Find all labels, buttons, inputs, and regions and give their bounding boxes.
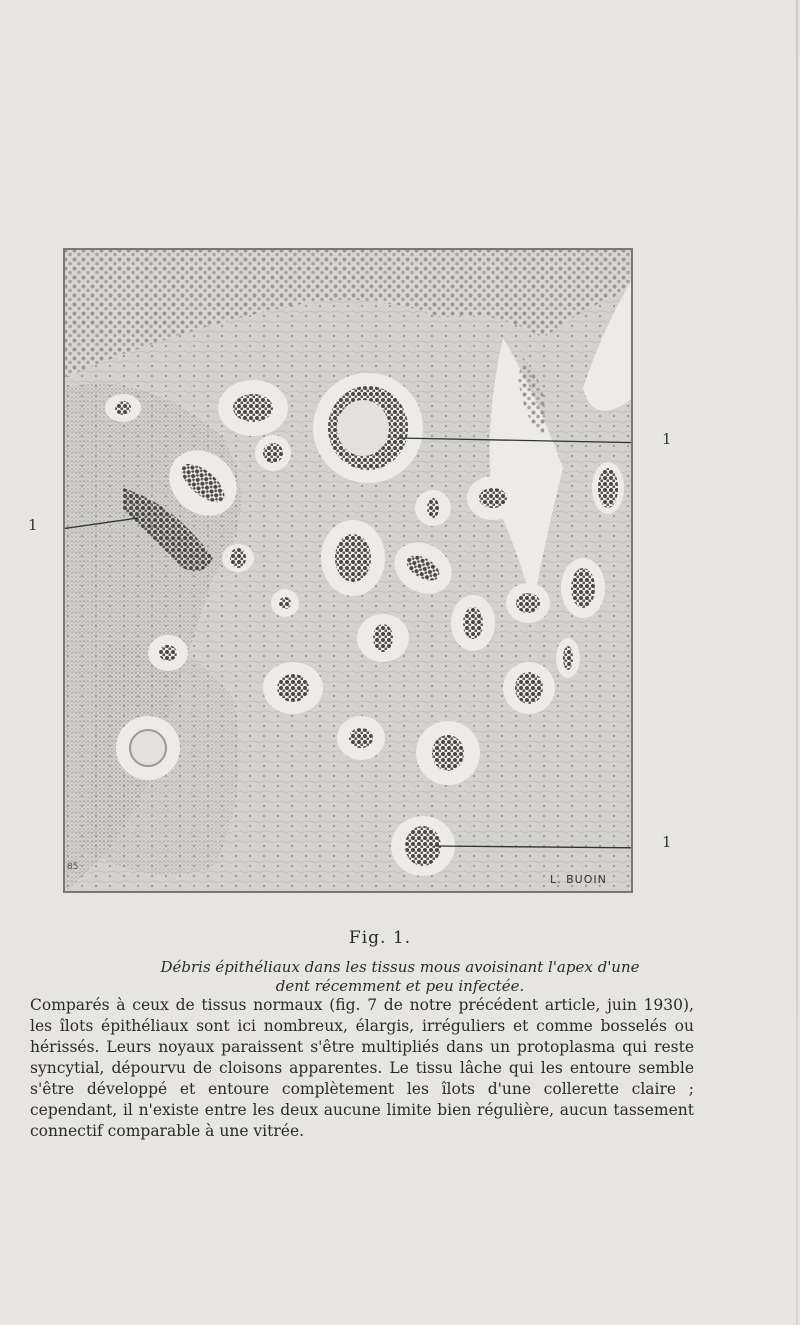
plate-mark: 85 — [67, 862, 79, 872]
figure-label-1-bottom: 1 — [662, 833, 672, 851]
figure-caption-line-1: Débris épithéliaux dans les tissus mous avoisinant l'apex d'une — [160, 958, 640, 976]
figure-label-1-left: 1 — [28, 516, 38, 534]
histology-illustration — [63, 248, 633, 893]
figure-caption — [20, 958, 780, 996]
figure-label-1-top: 1 — [662, 430, 672, 448]
body-paragraph: Comparés à ceux de tissus normaux (fig. 7 de notre précédent article, juin 1930), les îlots épithéliaux sont ici nombreux, élargis, irréguliers et comme bosselés ou hérissés. Leurs noyaux paraissent s'être multipliés dans un protoplasma qui reste syncytial, dépourvu de cloisons apparentes. Le tissu lâche qui les entoure semble s'être développé et entoure complètement les îlots d'une collerette claire ; cependant, il n'existe entre les deux aucune limite bien régulière, aucun tassement connectif comparable à une vitrée. — [30, 996, 694, 1140]
figure-number: Fig. 1. — [348, 928, 412, 948]
figure-caption-line-2: dent récemment et peu infectée. — [275, 977, 525, 995]
artist-signature: L. BUOIN — [550, 873, 607, 886]
page-edge — [796, 0, 798, 1325]
